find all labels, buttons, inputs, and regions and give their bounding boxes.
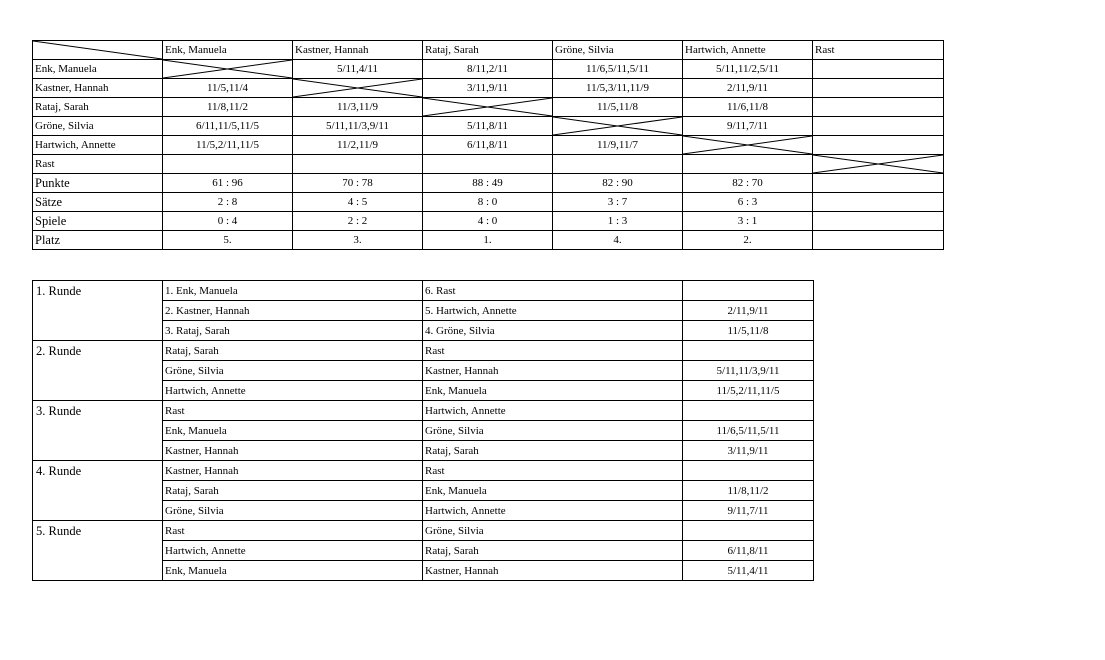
matrix-rows [33, 60, 944, 174]
match-result-cell [163, 155, 293, 174]
match-result-cell: 11/9,11/7 [553, 136, 683, 155]
summary-value [813, 212, 944, 231]
match-result: 9/11,7/11 [683, 501, 814, 521]
cross-mark [553, 117, 682, 135]
match-result-cell: 11/6,5/11,5/11 [553, 60, 683, 79]
match-result: 5/11,11/3,9/11 [683, 361, 814, 381]
match-result-cell [553, 155, 683, 174]
home-player: Rataj, Sarah [163, 341, 423, 361]
match-result: 11/5,11/8 [683, 321, 814, 341]
round-label: 2. Runde [33, 341, 163, 401]
matrix-row [33, 98, 944, 117]
summary-value: 88 : 49 [423, 174, 553, 193]
column-header: Hartwich, Annette [683, 41, 813, 60]
self-match-cell [553, 117, 683, 136]
home-player: 1. Enk, Manuela [163, 281, 423, 301]
match-result-cell [813, 117, 944, 136]
match-result: 5/11,4/11 [683, 561, 814, 581]
home-player: Gröne, Silvia [163, 361, 423, 381]
match-result-cell: 11/5,3/11,11/9 [553, 79, 683, 98]
match-result-cell: 8/11,2/11 [423, 60, 553, 79]
away-player: Gröne, Silvia [423, 521, 683, 541]
home-player: Kastner, Hannah [163, 461, 423, 481]
summary-value: 2. [683, 231, 813, 250]
summary-value: 70 : 78 [293, 174, 423, 193]
summary-value: 1 : 3 [553, 212, 683, 231]
round-label: 4. Runde [33, 461, 163, 521]
home-player: 3. Rataj, Sarah [163, 321, 423, 341]
match-result-cell: 11/3,11/9 [293, 98, 423, 117]
away-player: Rast [423, 341, 683, 361]
cross-mark [813, 155, 943, 173]
match-result: 2/11,9/11 [683, 301, 814, 321]
round-match-row [33, 281, 814, 301]
match-result-cell: 11/5,11/8 [553, 98, 683, 117]
home-player: 2. Kastner, Hannah [163, 301, 423, 321]
match-result-cell: 5/11,11/2,5/11 [683, 60, 813, 79]
row-header: Hartwich, Annette [33, 136, 163, 155]
summary-value: 4 : 0 [423, 212, 553, 231]
match-result [683, 341, 814, 361]
match-result-cell: 6/11,8/11 [423, 136, 553, 155]
summary-value: 82 : 90 [553, 174, 683, 193]
round-label: 3. Runde [33, 401, 163, 461]
matrix-row [33, 79, 944, 98]
away-player: 4. Gröne, Silvia [423, 321, 683, 341]
cross-mark [683, 136, 812, 154]
match-result: 3/11,9/11 [683, 441, 814, 461]
match-result-cell [813, 136, 944, 155]
away-player: Rast [423, 461, 683, 481]
away-player: 5. Hartwich, Annette [423, 301, 683, 321]
away-player: 6. Rast [423, 281, 683, 301]
home-player: Rast [163, 521, 423, 541]
away-player: Hartwich, Annette [423, 501, 683, 521]
row-header: Enk, Manuela [33, 60, 163, 79]
match-result-cell [813, 60, 944, 79]
summary-row [33, 231, 944, 250]
match-result: 11/5,2/11,11/5 [683, 381, 814, 401]
match-result-cell: 11/5,2/11,11/5 [163, 136, 293, 155]
away-player: Enk, Manuela [423, 481, 683, 501]
match-result-cell: 5/11,4/11 [293, 60, 423, 79]
match-result [683, 521, 814, 541]
away-player: Enk, Manuela [423, 381, 683, 401]
result-matrix [32, 40, 944, 250]
match-result-cell: 6/11,11/5,11/5 [163, 117, 293, 136]
round-match-row [33, 341, 814, 361]
summary-value: 0 : 4 [163, 212, 293, 231]
self-match-cell [683, 136, 813, 155]
matrix-row [33, 155, 944, 174]
summary-value: 1. [423, 231, 553, 250]
match-result-cell: 3/11,9/11 [423, 79, 553, 98]
column-header: Enk, Manuela [163, 41, 293, 60]
match-result-cell [813, 98, 944, 117]
summary-value: 2 : 8 [163, 193, 293, 212]
self-match-cell [163, 60, 293, 79]
home-player: Gröne, Silvia [163, 501, 423, 521]
summary-value: 3. [293, 231, 423, 250]
cross-mark [423, 98, 552, 116]
match-result-cell: 5/11,11/3,9/11 [293, 117, 423, 136]
summary-value: 6 : 3 [683, 193, 813, 212]
row-header: Rataj, Sarah [33, 98, 163, 117]
row-header: Gröne, Silvia [33, 117, 163, 136]
summary-row [33, 212, 944, 231]
match-result-cell: 5/11,8/11 [423, 117, 553, 136]
summary-value: 8 : 0 [423, 193, 553, 212]
summary-value: 61 : 96 [163, 174, 293, 193]
match-result-cell [683, 155, 813, 174]
matrix-summary [33, 174, 944, 250]
match-result-cell: 11/8,11/2 [163, 98, 293, 117]
away-player: Hartwich, Annette [423, 401, 683, 421]
rounds-table [32, 280, 814, 581]
summary-value: 4 : 5 [293, 193, 423, 212]
summary-value [813, 231, 944, 250]
summary-label: Punkte [33, 174, 163, 193]
home-player: Kastner, Hannah [163, 441, 423, 461]
summary-value: 3 : 1 [683, 212, 813, 231]
round-label: 1. Runde [33, 281, 163, 341]
diagonal-line [33, 41, 162, 59]
self-match-cell [813, 155, 944, 174]
row-header: Rast [33, 155, 163, 174]
match-result-cell: 2/11,9/11 [683, 79, 813, 98]
match-result-cell: 11/6,11/8 [683, 98, 813, 117]
home-player: Hartwich, Annette [163, 381, 423, 401]
round-label: 5. Runde [33, 521, 163, 581]
match-result [683, 401, 814, 421]
match-result-cell [423, 155, 553, 174]
summary-value: 3 : 7 [553, 193, 683, 212]
summary-label: Platz [33, 231, 163, 250]
match-result: 11/8,11/2 [683, 481, 814, 501]
home-player: Enk, Manuela [163, 561, 423, 581]
summary-value: 5. [163, 231, 293, 250]
match-result-cell: 9/11,7/11 [683, 117, 813, 136]
match-result-cell [813, 79, 944, 98]
cross-mark [163, 60, 292, 78]
home-player: Rast [163, 401, 423, 421]
round-match-row [33, 461, 814, 481]
summary-label: Spiele [33, 212, 163, 231]
summary-value [813, 174, 944, 193]
round-match-row [33, 521, 814, 541]
column-header: Rast [813, 41, 944, 60]
match-result: 11/6,5/11,5/11 [683, 421, 814, 441]
match-result: 6/11,8/11 [683, 541, 814, 561]
match-result-cell [293, 155, 423, 174]
away-player: Gröne, Silvia [423, 421, 683, 441]
matrix-corner-cell [33, 41, 163, 60]
summary-value: 82 : 70 [683, 174, 813, 193]
summary-value [813, 193, 944, 212]
summary-row [33, 193, 944, 212]
summary-label: Sätze [33, 193, 163, 212]
matrix-row [33, 60, 944, 79]
home-player: Enk, Manuela [163, 421, 423, 441]
match-result-cell: 11/5,11/4 [163, 79, 293, 98]
summary-value: 4. [553, 231, 683, 250]
match-result [683, 461, 814, 481]
match-result-cell: 11/2,11/9 [293, 136, 423, 155]
home-player: Hartwich, Annette [163, 541, 423, 561]
round-match-row [33, 401, 814, 421]
away-player: Rataj, Sarah [423, 541, 683, 561]
home-player: Rataj, Sarah [163, 481, 423, 501]
matrix-row [33, 136, 944, 155]
self-match-cell [423, 98, 553, 117]
summary-value: 2 : 2 [293, 212, 423, 231]
away-player: Rataj, Sarah [423, 441, 683, 461]
rounds-rows [33, 281, 814, 581]
column-header: Rataj, Sarah [423, 41, 553, 60]
summary-row [33, 174, 944, 193]
away-player: Kastner, Hannah [423, 561, 683, 581]
matrix-row [33, 117, 944, 136]
away-player: Kastner, Hannah [423, 361, 683, 381]
row-header: Kastner, Hannah [33, 79, 163, 98]
match-result [683, 281, 814, 301]
self-match-cell [293, 79, 423, 98]
column-header: Gröne, Silvia [553, 41, 683, 60]
cross-mark [293, 79, 422, 97]
column-header: Kastner, Hannah [293, 41, 423, 60]
